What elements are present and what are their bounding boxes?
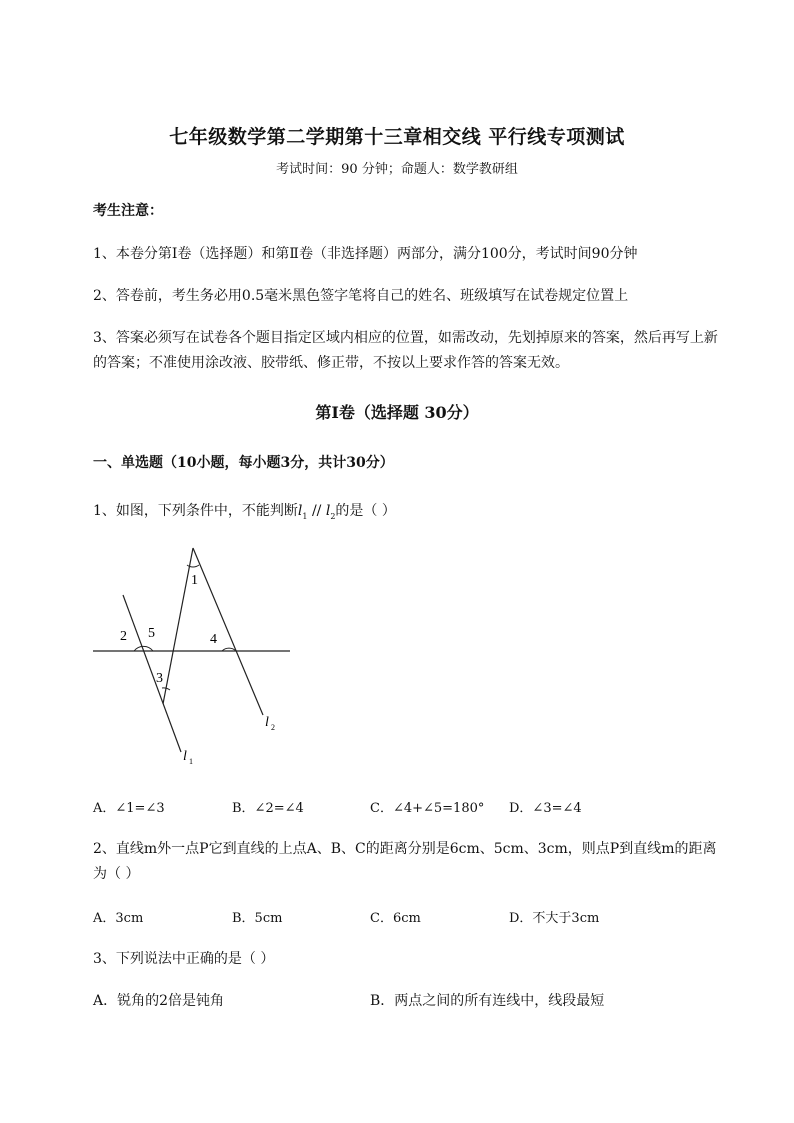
exam-info: 考试时间：90 分钟；命题人：数学教研组	[276, 162, 518, 177]
angle-label-4: 4	[210, 632, 217, 647]
question-1-stem	[93, 500, 396, 521]
angle-label-3: 3	[156, 671, 163, 686]
notice-item-3-cont: 的答案；不准使用涂改液、胶带纸、修正带，不按以上要求作答的答案无效。	[93, 355, 569, 371]
q2-option-b[interactable]: B．5cm	[232, 911, 283, 926]
question-2-stem-cont: 为（ ）	[93, 866, 140, 882]
notice-item-1: 1、本卷分第Ⅰ卷（选择题）和第Ⅱ卷（非选择题）两部分，满分100分，考试时间90分钟	[93, 246, 638, 262]
q1-parallel: //	[307, 503, 326, 519]
page-title: 七年级数学第二学期第十三章相交线 平行线专项测试	[169, 126, 625, 148]
figure-label-l1: l	[183, 749, 187, 764]
figure-label-l2-sub: 2	[271, 723, 275, 732]
line-l2	[193, 548, 263, 715]
q1-l2-sub: 2	[330, 511, 336, 521]
part-title: 一、单选题（10小题，每小题3分，共计30分）	[93, 455, 394, 471]
q2-option-a[interactable]: A．3cm	[93, 911, 144, 926]
section-title: 第Ⅰ卷（选择题 30分）	[315, 403, 479, 422]
q1-stem-suffix: 的是（ ）	[335, 503, 396, 519]
notice-item-3: 3、答案必须写在试卷各个题目指定区域内相应的位置，如需改动，先划掉原来的答案，然后再写上新	[93, 330, 718, 346]
q2-option-d[interactable]: D．不大于3cm	[509, 911, 600, 926]
angle-label-5: 5	[148, 626, 155, 641]
q1-option-d[interactable]: D．∠3=∠4	[509, 801, 582, 816]
notice-heading: 考生注意：	[93, 203, 163, 219]
q1-option-b[interactable]: B．∠2=∠4	[232, 801, 304, 816]
angle-label-2: 2	[120, 629, 127, 644]
angle-label-1: 1	[191, 573, 198, 588]
line-l1	[123, 595, 181, 752]
q1-l2: l	[325, 503, 331, 519]
q3-option-a[interactable]: A．锐角的2倍是钝角	[93, 993, 225, 1009]
q1-l1: l	[297, 503, 303, 519]
question-3-stem: 3、下列说法中正确的是（ ）	[93, 951, 275, 967]
question-1-figure	[85, 540, 305, 775]
q1-l1-sub: 1	[302, 511, 308, 521]
q1-option-c[interactable]: C．∠4+∠5=180°	[370, 801, 485, 816]
q2-option-c[interactable]: C．6cm	[370, 911, 421, 926]
figure-label-l1-sub: 1	[189, 757, 193, 766]
q1-stem-prefix: 1、如图，下列条件中，不能判断	[93, 503, 298, 519]
slanted-line	[163, 548, 193, 704]
q1-option-a[interactable]: A．∠1=∠3	[93, 801, 165, 816]
q3-option-b[interactable]: B．两点之间的所有连线中，线段最短	[370, 993, 605, 1009]
notice-item-2: 2、答卷前，考生务必用0.5毫米黑色签字笔将自己的姓名、班级填写在试卷规定位置上	[93, 288, 629, 304]
figure-label-l2: l	[265, 715, 269, 730]
question-2-stem: 2、直线m外一点P它到直线的上点A、B、C的距离分别是6cm、5cm、3cm，则点P到直线m的距离	[93, 841, 717, 857]
